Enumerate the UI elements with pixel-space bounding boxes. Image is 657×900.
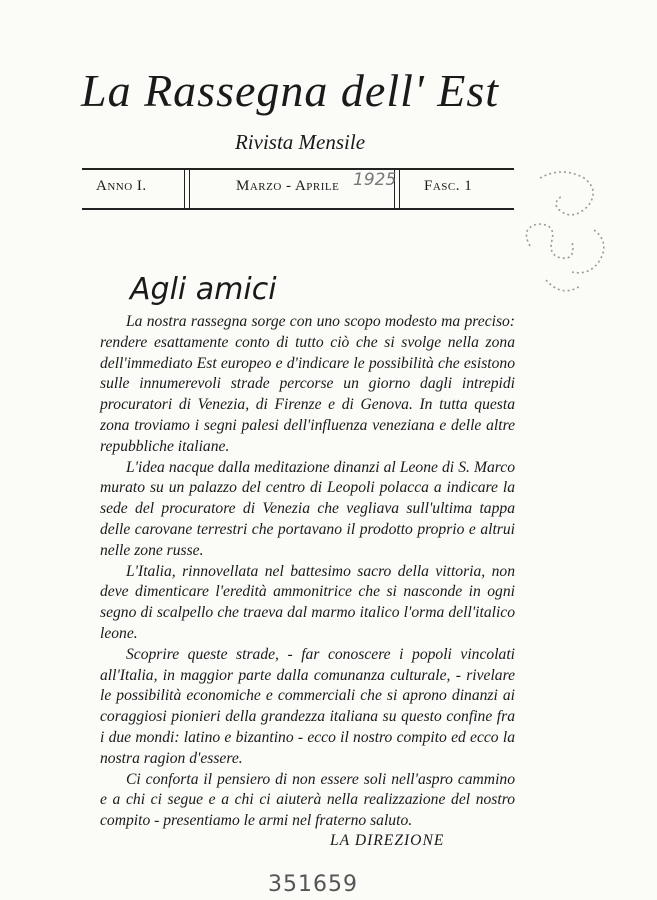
article-paragraph: Scoprire queste strade, - far conoscere i popoli vincolati all'Italia, in maggior parte dalla comunanza culturale, - rivelare le possibilità economiche e commerciali che si aprono dinanzi ai coraggiosi pionieri della grandezza italiana su questo confine fra i due mondi: latino e bizantino - ecco il nostro compito ed ecco la nostra ragion d'essere. [100, 645, 515, 767]
article-paragraph: Ci conforta il pensiero di non essere soli nell'aspro cammino e a chi ci segue e a chi ci aiuterà nella realizzazione del nostro compito - presentiamo le armi nel fraterno saluto. [100, 770, 515, 830]
masthead-subtitle: Rivista Mensile [234, 130, 366, 154]
masthead-title: La Rassegna dell' Est [81, 65, 499, 116]
ornament-icon [510, 168, 615, 308]
info-bar-top-rule [82, 168, 514, 170]
archive-stamp-number: 351659 [268, 872, 358, 897]
article-body [100, 312, 515, 832]
handwritten-year-note: 1925 [353, 170, 397, 190]
info-bar-separator [184, 168, 190, 210]
issue-date: Marzo - Aprile [236, 178, 340, 194]
article-paragraph: La nostra rassegna sorge con uno scopo modesto ma preciso: rendere esattamente conto di tutto ciò che si svolge nella zona dell'immediato Est europeo e d'indicare le possibilità che esistono sulle innumerevoli strade percorse un giorno dagli intrepidi procuratori di Venezia, di Firenze e di Genova. In tutta questa zona troviamo i segni palesi dell'influenza veneziana e delle altre repubbliche italiane. [100, 313, 515, 455]
article-signature: LA DIREZIONE [330, 832, 445, 849]
issue-year: Anno I. [96, 178, 147, 194]
issue-number: Fasc. 1 [424, 178, 473, 194]
article-heading: Agli amici [130, 272, 277, 308]
info-bar-bottom-rule [82, 208, 514, 210]
article-paragraph: L'Italia, rinnovellata nel battesimo sacro della vittoria, non deve dimenticare l'eredità ammonitrice che si nasconde in ogni segno di scalpello che traeva dal marmo italico l'orma dell'italico leone. [100, 562, 515, 642]
article-paragraph: L'idea nacque dalla meditazione dinanzi al Leone di S. Marco murato su un palazzo del centro di Leopoli polacca a indicare la sede del procuratore di Venezia che vegliava sull'ultima tappa delle carovane terrestri che portavano il prodotto proprio e altrui nelle zone russe. [100, 458, 515, 559]
